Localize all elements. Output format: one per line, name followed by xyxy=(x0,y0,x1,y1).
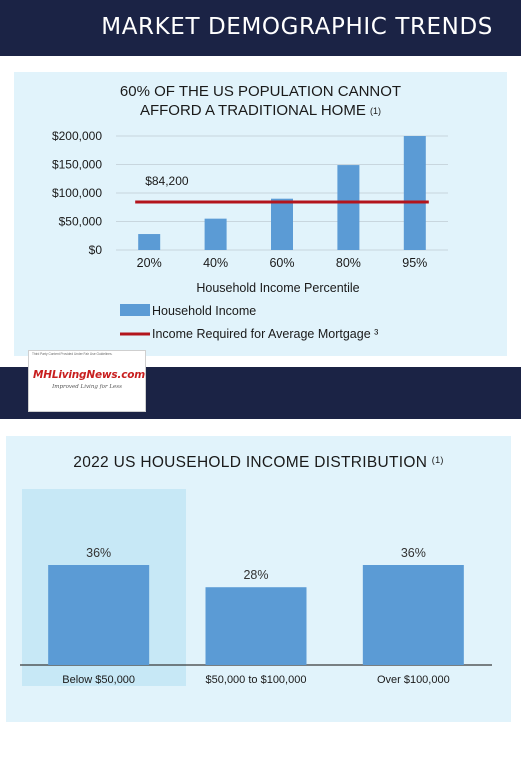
watermark-badge xyxy=(28,350,146,412)
income-bar xyxy=(337,165,359,250)
badge-disclaimer: Third Party Content Provided Under Fair Use Guidelines. xyxy=(32,352,113,356)
legend-swatch-household-income xyxy=(120,304,150,316)
skyline-text: SKYLINE xyxy=(261,750,349,772)
badge-tagline: Improved Living for Less xyxy=(52,384,122,390)
x-tick-label: 95% xyxy=(402,256,428,270)
y-tick-label: $150,000 xyxy=(51,157,102,172)
y-tick-label: $100,000 xyxy=(51,186,102,200)
income-bar xyxy=(271,199,293,250)
y-tick-label: $0 xyxy=(88,243,102,257)
chart1-title-line2: AFFORD A TRADITIONAL HOME xyxy=(139,102,366,119)
chart2-svg xyxy=(6,436,511,722)
legend-label-household-income: Household Income xyxy=(152,304,257,318)
distribution-bar xyxy=(206,587,307,665)
chart1-title-line1: 60% OF THE US POPULATION CANNOT xyxy=(119,83,402,100)
chart2-title-footnote: (1) xyxy=(431,455,444,465)
y-tick-label: $50,000 xyxy=(58,214,102,229)
chart1-svg xyxy=(14,72,507,356)
skyline-champion-logo xyxy=(262,748,507,774)
house-logo-icon xyxy=(354,749,388,773)
x-category-label: $50,000 to $100,000 xyxy=(205,674,307,686)
page-title: MARKET DEMOGRAPHIC TRENDS xyxy=(101,14,493,40)
y-tick-label: $200,000 xyxy=(51,129,102,143)
income-bar xyxy=(138,234,160,250)
bar-value-label: 36% xyxy=(400,546,426,560)
affordability-chart-panel xyxy=(14,72,507,356)
income-bar xyxy=(205,219,227,250)
legend-label-required-income: Income Required for Average Mortgage ³ xyxy=(152,327,379,341)
bar-value-label: 36% xyxy=(86,546,112,560)
bar-value-label: 28% xyxy=(243,568,269,583)
x-tick-label: 20% xyxy=(136,256,162,270)
champion-text: CHAMPION xyxy=(394,750,507,772)
x-axis-title: Household Income Percentile xyxy=(196,281,360,295)
x-tick-label: 60% xyxy=(269,256,295,270)
distribution-bar xyxy=(363,565,464,665)
required-income-label: $84,200 xyxy=(145,174,189,189)
x-tick-label: 80% xyxy=(335,256,361,270)
distribution-bar xyxy=(48,565,149,665)
chart1-title-footnote: (1) xyxy=(370,106,382,116)
chart2-title-text: 2022 US HOUSEHOLD INCOME DISTRIBUTION xyxy=(73,454,428,471)
header-banner xyxy=(0,0,521,56)
income-distribution-panel xyxy=(6,436,511,722)
income-bar xyxy=(404,136,426,250)
badge-logo: MHLivingNews.com xyxy=(33,369,145,381)
x-category-label: Below $50,000 xyxy=(62,674,136,686)
x-tick-label: 40% xyxy=(203,256,229,270)
x-category-label: Over $100,000 xyxy=(376,674,450,686)
